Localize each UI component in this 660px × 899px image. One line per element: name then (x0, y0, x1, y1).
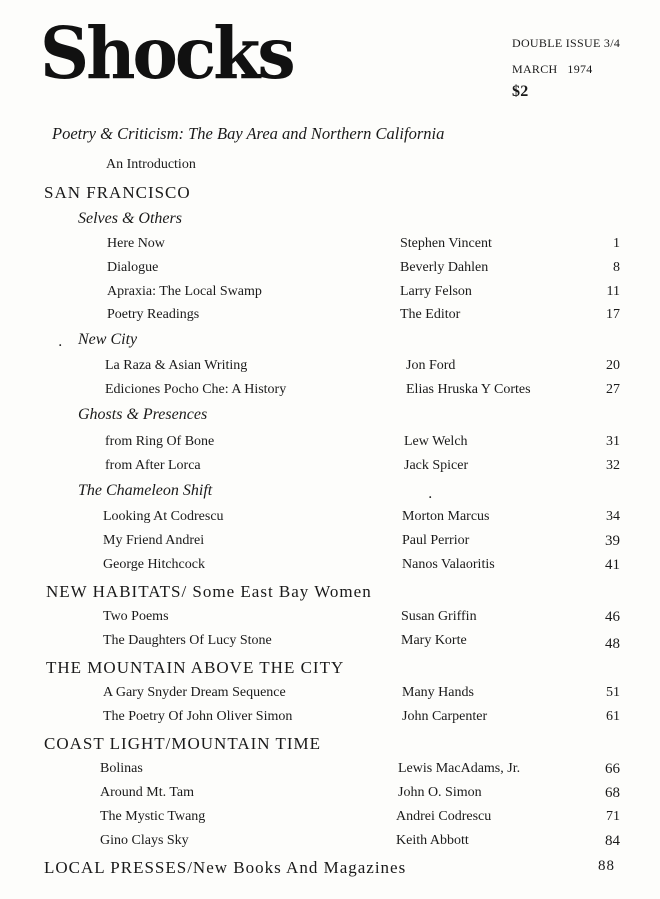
toc-row (0, 533, 660, 555)
toc-author: Elias Hruska Y Cortes (406, 382, 531, 397)
issue-price: $2 (512, 83, 529, 100)
toc-row (0, 609, 660, 631)
toc-author: Larry Felson (400, 284, 472, 299)
toc-title: The Poetry Of John Oliver Simon (103, 709, 293, 724)
toc-title: Bolinas (100, 761, 143, 776)
toc-page: 20 (606, 358, 620, 373)
toc-page: 11 (606, 284, 620, 299)
toc-title: The Mystic Twang (100, 809, 206, 824)
toc-page: 66 (605, 761, 620, 777)
issue-info (512, 30, 620, 102)
toc-page: 31 (606, 434, 620, 449)
toc-row (0, 709, 660, 731)
toc-author: Jack Spicer (404, 458, 469, 473)
toc-title: from Ring Of Bone (105, 434, 215, 449)
toc-page: 32 (606, 458, 620, 473)
toc-page: 27 (606, 382, 620, 397)
section-local-presses (44, 858, 615, 878)
toc-page: 68 (605, 785, 620, 801)
toc-title: Apraxia: The Local Swamp (107, 284, 262, 299)
toc-title: Poetry Readings (107, 307, 200, 322)
toc-author: Many Hands (402, 685, 474, 700)
toc-author: John Carpenter (402, 709, 488, 724)
toc-row (0, 434, 660, 456)
toc-page: 1 (613, 236, 620, 251)
toc-page: 48 (605, 636, 620, 652)
toc-author: Stephen Vincent (400, 236, 492, 251)
toc-page: 8 (613, 260, 620, 275)
toc-page: 34 (606, 509, 620, 524)
toc-author: Nanos Valaoritis (402, 557, 495, 572)
toc-author: Paul Perrior (402, 533, 470, 548)
toc-page: 39 (605, 533, 620, 549)
toc-page: 17 (606, 307, 620, 322)
toc-row (0, 633, 660, 655)
toc-row (0, 761, 660, 783)
issue-subtitle: Poetry & Criticism: The Bay Area and Northern California (52, 124, 445, 143)
toc-row (0, 382, 660, 404)
toc-title: Here Now (107, 236, 165, 251)
toc-page: 84 (605, 833, 620, 849)
toc-title: George Hitchcock (103, 557, 205, 572)
toc-title: A Gary Snyder Dream Sequence (103, 685, 286, 700)
section-coast-light: COAST LIGHT/MOUNTAIN TIME (44, 734, 322, 753)
toc-title: Ediciones Pocho Che: A History (105, 382, 287, 397)
group-new-city: New City (78, 331, 138, 348)
magazine-logo: Shocks (40, 11, 293, 96)
toc-author: Mary Korte (401, 633, 467, 648)
group-selves-and-others: Selves & Others (78, 210, 182, 227)
toc-author: Lewis MacAdams, Jr. (398, 761, 521, 776)
toc-page: 41 (605, 557, 620, 573)
section-local-presses-title: LOCAL PRESSES/New Books And Magazines (44, 858, 407, 877)
group-ghosts-and-presences: Ghosts & Presences (78, 406, 208, 423)
toc-author: Beverly Dahlen (400, 260, 489, 275)
toc-row (0, 284, 660, 306)
section-san-francisco: SAN FRANCISCO (44, 183, 191, 202)
toc-title: Around Mt. Tam (100, 785, 195, 800)
issue-number: DOUBLE ISSUE 3/4 (512, 36, 621, 50)
toc-author: Morton Marcus (402, 509, 490, 524)
section-local-presses-page: 88 (598, 858, 615, 874)
toc-title: Looking At Codrescu (103, 509, 224, 524)
toc-author: Keith Abbott (396, 833, 469, 848)
toc-author: Susan Griffin (401, 609, 477, 624)
toc-title: Dialogue (107, 260, 159, 275)
toc-row (0, 785, 660, 807)
toc-title: La Raza & Asian Writing (105, 358, 248, 373)
toc-page: 61 (606, 709, 620, 724)
toc-author: The Editor (400, 307, 461, 322)
group-chameleon-shift: The Chameleon Shift (78, 482, 213, 499)
toc-author: Lew Welch (404, 434, 468, 449)
toc-page: 71 (606, 809, 620, 824)
toc-row (0, 458, 660, 480)
toc-row (0, 260, 660, 282)
toc-page: 46 (605, 609, 620, 625)
toc-row (0, 685, 660, 707)
introduction-entry: An Introduction (106, 157, 196, 172)
section-mountain-above-city: THE MOUNTAIN ABOVE THE CITY (46, 658, 345, 677)
section-new-habitats: NEW HABITATS/ Some East Bay Women (46, 582, 372, 601)
toc-row (0, 236, 660, 258)
toc-row (0, 809, 660, 831)
margin-dot-mark: . (58, 334, 63, 350)
toc-page: 51 (606, 685, 620, 700)
toc-author: John O. Simon (398, 785, 482, 800)
toc-title: My Friend Andrei (103, 533, 205, 548)
toc-row (0, 358, 660, 380)
toc-author: Andrei Codrescu (396, 809, 492, 824)
toc-title: Gino Clays Sky (100, 833, 189, 848)
toc-row (0, 307, 660, 329)
stray-dot-mark: . (428, 486, 433, 502)
toc-title: The Daughters Of Lucy Stone (103, 633, 272, 648)
toc-row (0, 509, 660, 531)
issue-date: MARCH 1974 (512, 62, 593, 76)
toc-row (0, 833, 660, 855)
toc-author: Jon Ford (406, 358, 456, 373)
toc-title: from After Lorca (105, 458, 201, 473)
toc-row (0, 557, 660, 579)
toc-title: Two Poems (103, 609, 169, 624)
